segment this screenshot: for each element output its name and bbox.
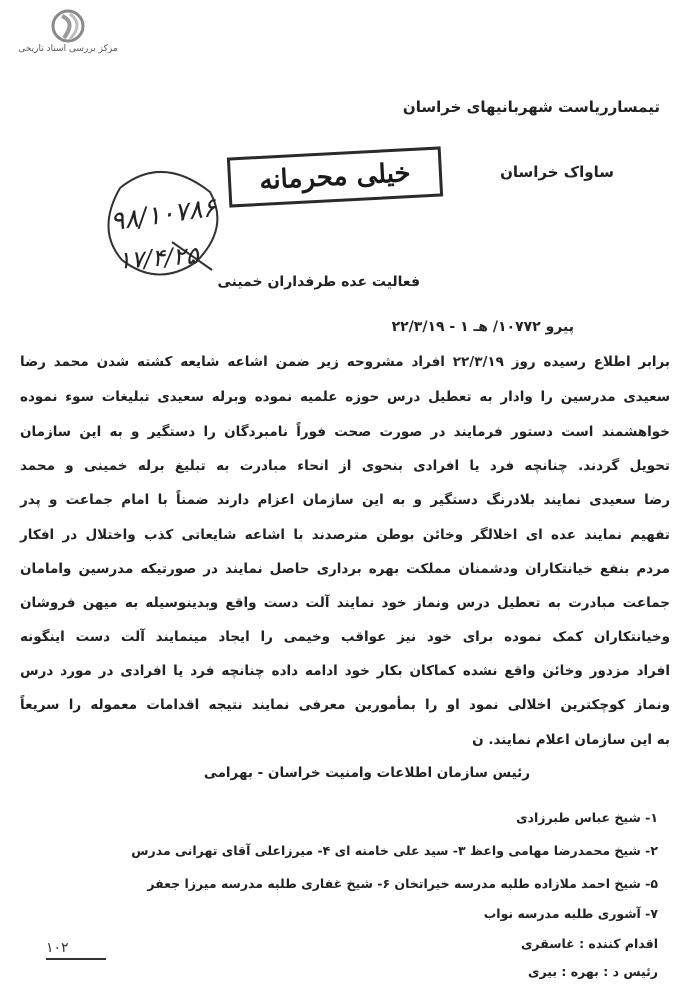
- body-line-8: جماعت مبادرت به تعطیل درس ونماز خود نمایند آلت دست واقع وبدینوسیله به میهن فروشان: [20, 595, 670, 611]
- list-item-1: ۱- شیخ عباس طبرزادی: [516, 810, 658, 825]
- reference-line: پیرو ۱۰۷۷۲/ هـ ۱ - ۲۲/۳/۱۹: [391, 319, 574, 335]
- list-item-4: ۷- آشوری طلبه مدرسه نواب: [483, 906, 658, 921]
- body-line-3: خواهشمند است دستور فرمایند در صورت صحت فوراً نامبردگان را دستگیر و به این سازمان: [20, 424, 670, 440]
- header-addressee: تیمسارریاست شهربانیهای خراسان: [402, 98, 660, 116]
- list-item-6: رئیس د : بهره : بیری: [528, 964, 658, 979]
- archive-logo: [8, 8, 128, 56]
- signature-line: رئیس سازمان اطلاعات وامنیت خراسان - بهرامی: [203, 765, 530, 781]
- body-line-5: رضا سعیدی نمایند بلادرنگ دستگیر و به این سازمان اعزام دارند ضمناً با امام جماعت و پدر: [20, 492, 670, 508]
- handwritten-reference-number: ۹۸/۱۰۷۸۶: [108, 192, 219, 238]
- list-item-2: ۲- شیخ محمدرضا مهامی واعظ ۳- سید علی خامنه ای ۴- میرزاعلی آقای تهرانی مدرس: [131, 843, 658, 858]
- body-line-2: سعیدی مدرسین را وادار به تعطیل درس حوزه علمیه نموده وبرله سعیدی تبلیغات سوء نموده: [20, 389, 670, 405]
- body-line-12: به این سازمان اعلام نمایند. ن: [472, 732, 670, 748]
- body-line-10: افراد مزدور وخائن واقع نشده کماکان بکار خود ادامه داده چنانچه فرد یا افرادی در مورد درس: [20, 663, 670, 679]
- classification-stamp: [227, 146, 443, 207]
- body-line-4: تحویل گردند. چنانچه فرد یا افرادی بنحوی از انحاء مبادرت به تبلیغ برله خمینی و محمد: [20, 458, 670, 474]
- body-line-9: وخیانتکاران کمک نموده برای خود نیز عواقب وخیمی را ایجاد مینمایند آلت دست اینگونه: [20, 629, 670, 645]
- handwritten-date: ۱۷/۴/۲۵: [117, 241, 200, 275]
- body-line-7: مردم بنفع خیانتکاران ودشمنان مملکت بهره برداری حاصل نمایند در صورتیکه مدرسین وامامان: [20, 561, 670, 577]
- list-item-5: اقدام کننده : غاسقری: [520, 936, 658, 951]
- classification-stamp-text: خیلی محرمانه: [258, 158, 412, 196]
- archive-logo-text: مرکز بررسی اسناد تاریخی: [18, 44, 118, 54]
- list-item-3: ۵- شیخ احمد ملازاده طلبه مدرسه خیراتخان ۶- شیخ غفاری طلبه مدرسه میرزا جعفر: [147, 876, 658, 891]
- bottom-handwritten-mark: ۱۰۲: [46, 940, 106, 960]
- body-line-1: برابر اطلاع رسیده روز ۲۲/۳/۱۹ افراد مشروحه زیر ضمن اشاعه شایعه کشته شدن محمد رضا: [20, 354, 671, 370]
- archive-emblem-icon: [40, 8, 96, 44]
- body-line-11: ونماز کوچکترین اخلالی نمود او را بمأمورین معرفی نمایند نتیجه اقدامات معموله را سریعاً: [20, 697, 670, 713]
- body-line-6: تفهیم نمایند عده ای اخلالگر وخائن بوطن مترصدند با اشاعه شایعاتی کذب واختلال در افکار: [20, 527, 670, 543]
- header-sender: ساواک خراسان: [500, 163, 614, 181]
- subject-line: فعالیت عده طرفداران خمینی: [217, 274, 420, 290]
